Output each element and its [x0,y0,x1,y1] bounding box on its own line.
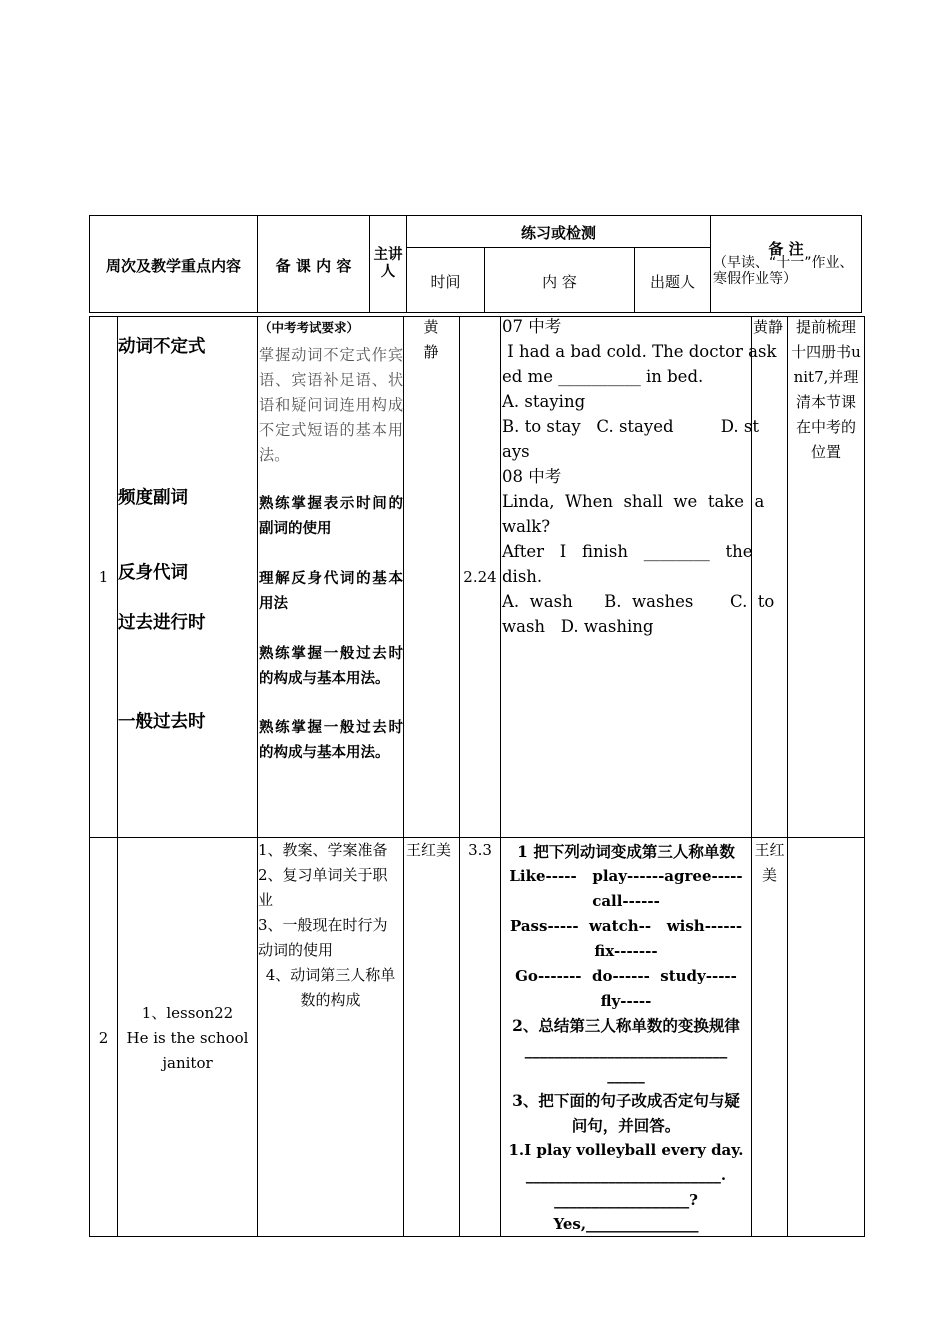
header-notes-detail: （早读、“十一”作业、寒假作业等） [713,255,854,287]
rule [89,316,864,317]
header-author: 出题人 [649,273,695,291]
rule [89,316,90,1237]
content-line: fix------- [594,942,658,960]
row1-topic: 反身代词 [118,563,188,583]
prep-line: 3、一般现在时行为 [258,916,388,934]
row1-note: 提前梳理十四册书unit7,并理清本节课在中考的位置 [791,318,861,461]
rule [257,316,258,1237]
rule [864,316,865,1237]
header-content: 内 容 [542,273,577,291]
row1-prep-title: （中考考试要求） [259,320,360,335]
content-line: 07 中考 [502,317,562,336]
row1-prep-text: 理解反身代词的基本用法 [259,571,403,612]
rule [89,312,861,313]
row1-topic: 一般过去时 [118,712,206,732]
row2-week: 2 [98,1029,109,1047]
content-line: A. staying [502,392,586,411]
row1-prep-text: 掌握动词不定式作宾语、宾语补足语、状语和疑问词连用构成不定式短语的基本用法。 [259,346,403,464]
content-line: __________________? [554,1191,698,1209]
content-line: Linda, When shall we take a [502,492,765,511]
rule [459,316,460,1237]
content-line: ed me __________ in bed. [502,367,704,386]
row2-author: 王红美 [754,841,785,884]
content-line: 1.I play volleyball every day. [508,1141,744,1159]
header-practice: 练习或检测 [520,224,596,242]
content-line: 3、把下面的句子改成否定句与疑 [512,1091,740,1110]
row1-time: 2.24 [463,568,497,586]
row1-prep-text: 熟练掌握一般过去时的构成与基本用法。 [259,646,403,687]
content-line: 2、总结第三人称单数的变换规律 [512,1016,740,1035]
content-line: Pass----- watch-- wish------ [509,917,743,935]
rule [406,247,710,248]
rule [751,316,752,1237]
prep-line: 4、动词第三人称单 [265,966,396,984]
header-time: 时间 [430,273,461,291]
content-line: ays [502,442,530,461]
row2-time: 3.3 [468,841,492,859]
header-teacher: 主讲人 [373,247,403,280]
header-notes-title: 备 注 [768,240,804,258]
row1-prep-text: 熟练掌握表示时间的副词的使用 [259,496,403,537]
content-line: 1 把下列动词变成第三人称单数 [517,842,735,861]
content-line: Yes,_______________ [553,1215,699,1233]
row1-topic: 动词不定式 [118,337,206,357]
topic-line: janitor [162,1054,213,1072]
content-line: Like----- play------agree----- [509,867,743,885]
content-line: call------ [592,892,660,910]
content-line: dish. [502,567,543,586]
content-line: A. wash B. washes C. to [502,592,775,611]
prep-line: 业 [258,891,274,909]
rule [89,215,861,216]
row1-week: 1 [98,568,109,586]
content-line: 问句，并回答。 [571,1116,681,1135]
rule [117,316,118,1237]
content-line: __________________________. [525,1166,727,1184]
rule [787,316,788,1237]
content-line: ___________________________ [524,1041,728,1059]
header-week-topic: 周次及教学重点内容 [105,257,241,275]
content-line: walk? [502,517,551,536]
prep-line: 数的构成 [300,991,361,1009]
row1-prep-text: 熟练掌握一般过去时的构成与基本用法。 [259,720,403,761]
row1-topic: 频度副词 [118,488,188,508]
prep-line: 1、教案、学案准备 [258,841,388,859]
topic-line: 1、lesson22 [141,1004,234,1022]
row2-teacher: 王红美 [406,841,452,859]
row1-topic: 过去进行时 [118,613,206,633]
prep-line: 2、复习单词关于职 [258,866,388,884]
content-line: wash D. washing [502,617,654,636]
rule [710,215,711,313]
content-line: fly----- [600,992,652,1010]
content-line: 08 中考 [502,467,562,486]
row1-teacher: 黄静 [423,318,439,361]
prep-line: 动词的使用 [258,941,334,959]
content-line: _____ [607,1066,645,1084]
rule [403,316,404,1237]
row1-author: 黄静 [753,318,784,336]
content-line: I had a bad cold. The doctor ask [502,342,777,361]
content-line: After I finish ________ the [502,542,753,561]
header-prep-content: 备 课 内 容 [275,257,352,275]
content-line: Go------- do------ study----- [515,967,737,985]
content-line: B. to stay C. stayed D. st [502,417,759,436]
topic-line: He is the school [126,1029,249,1047]
